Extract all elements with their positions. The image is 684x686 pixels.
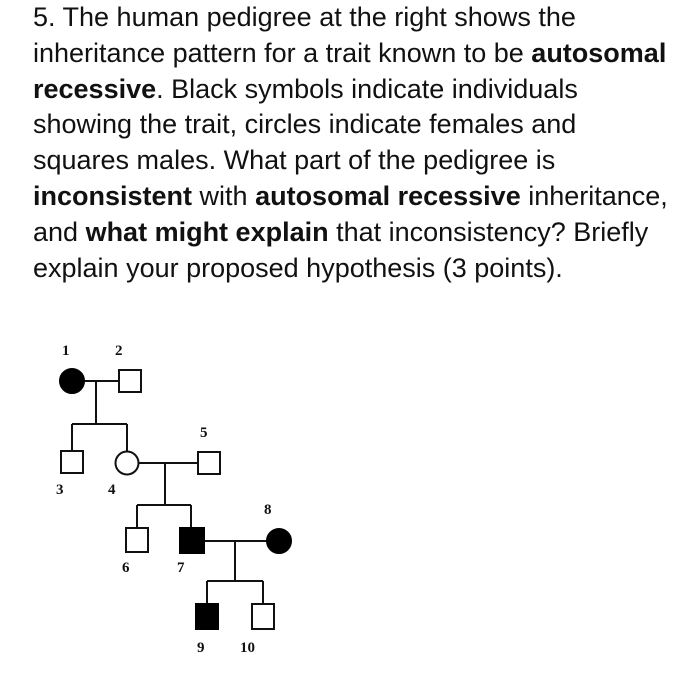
question-part-bold: autosomal recessive bbox=[255, 180, 521, 211]
question-part-bold: inconsistent bbox=[33, 180, 193, 211]
label-individual-7: 7 bbox=[177, 560, 185, 576]
individual-1-affected-female bbox=[60, 369, 84, 393]
label-individual-6: 6 bbox=[122, 560, 130, 576]
individual-9-affected-male bbox=[196, 604, 218, 629]
individual-2-male bbox=[119, 370, 141, 392]
individual-10-male bbox=[252, 604, 274, 629]
question-part: . Black symbols indicate individuals showing the trait, circles indicate females and squares males. What part of the pedigree is bbox=[33, 73, 578, 176]
label-individual-8: 8 bbox=[264, 502, 272, 518]
label-individual-3: 3 bbox=[56, 482, 64, 498]
question-part-bold: what might explain bbox=[85, 216, 329, 247]
label-individual-5: 5 bbox=[200, 425, 208, 441]
question-part: 5. The human pedigree at the right shows the inheritance pattern for a trait known to be bbox=[33, 2, 576, 68]
question-part: with bbox=[192, 180, 256, 211]
label-individual-10: 10 bbox=[240, 640, 255, 656]
individual-5-male bbox=[198, 452, 220, 474]
individual-8-affected-female bbox=[267, 529, 291, 553]
question-part: inheritance, and bbox=[33, 180, 668, 247]
individual-4-female bbox=[116, 452, 139, 475]
pedigree-lines bbox=[72, 381, 268, 604]
label-individual-1: 1 bbox=[62, 343, 70, 359]
label-individual-4: 4 bbox=[108, 482, 116, 498]
individual-6-male bbox=[126, 528, 148, 552]
individual-7-affected-male bbox=[180, 528, 204, 553]
label-individual-2: 2 bbox=[115, 343, 123, 359]
label-individual-9: 9 bbox=[197, 640, 205, 656]
question-part-bold: autosomal recessive bbox=[33, 37, 667, 104]
question-part: that inconsistency? Briefly explain your proposed hypothesis (3 points). bbox=[33, 216, 649, 283]
individual-3-male bbox=[61, 451, 83, 473]
